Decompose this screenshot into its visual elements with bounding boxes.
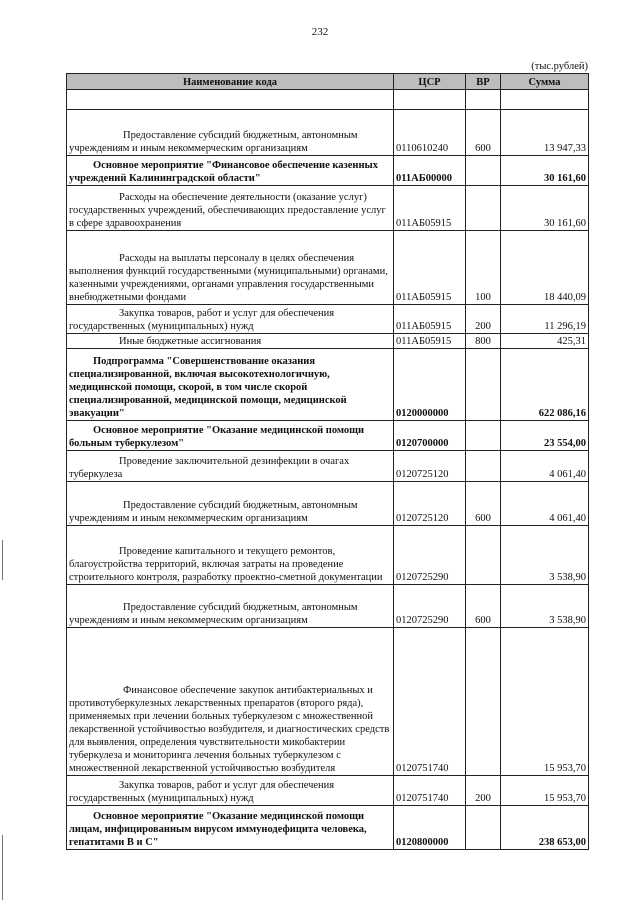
- table-row: [67, 305, 589, 334]
- row-vr: 200: [466, 776, 501, 806]
- table-row: [67, 585, 589, 628]
- row-sum: 30 161,60: [501, 156, 589, 186]
- row-vr: [466, 156, 501, 186]
- row-csr: 0120725120: [394, 451, 466, 482]
- row-csr: 0120700000: [394, 421, 466, 451]
- row-vr: [466, 186, 501, 231]
- table-row: [67, 90, 589, 110]
- table-row: [67, 231, 589, 305]
- table-row: [67, 482, 589, 526]
- row-sum: 23 554,00: [501, 421, 589, 451]
- row-vr: [466, 451, 501, 482]
- table-row: [67, 110, 589, 156]
- table-row: [67, 526, 589, 585]
- row-name: Предоставление субсидий бюджетным, автономным учреждениям и иным некоммерческим организациям: [67, 482, 394, 526]
- row-csr: 0120725290: [394, 526, 466, 585]
- row-name: [67, 90, 394, 110]
- row-sum: 622 086,16: [501, 349, 589, 421]
- row-name: Финансовое обеспечение закупок антибактериальных и противотуберкулезных лекарственных препаратов (второго ряда), применяемых при лечении больных туберкулезом с множественной лекарственной устойчивостью возбудителя, и диагностических средств для выявления, определения чувствительности микобактерии туберкулеза и мониторинга лечения больных туберкулезом с множественной лекарственной устойчивостью возбудителя: [67, 628, 394, 776]
- row-csr: 011АБ05915: [394, 231, 466, 305]
- header-csr: ЦСР: [394, 74, 466, 90]
- row-sum: 30 161,60: [501, 186, 589, 231]
- page-number: 232: [311, 26, 329, 38]
- row-csr: 0120751740: [394, 776, 466, 806]
- row-sum: 13 947,33: [501, 110, 589, 156]
- row-name: Иные бюджетные ассигнования: [67, 334, 394, 349]
- row-name: Основное мероприятие "Финансовое обеспечение казенных учреждений Калининградской области": [67, 156, 394, 186]
- row-vr: [466, 349, 501, 421]
- row-sum: 3 538,90: [501, 585, 589, 628]
- row-vr: 800: [466, 334, 501, 349]
- row-sum: 15 953,70: [501, 628, 589, 776]
- row-csr: 0120751740: [394, 628, 466, 776]
- header-vr: ВР: [466, 74, 501, 90]
- row-csr: 011АБ00000: [394, 156, 466, 186]
- row-csr: 011АБ05915: [394, 305, 466, 334]
- header-name: Наименование кода: [67, 74, 394, 90]
- row-vr: 600: [466, 482, 501, 526]
- table-row: [67, 156, 589, 186]
- row-vr: 600: [466, 585, 501, 628]
- row-sum: 425,31: [501, 334, 589, 349]
- row-name: Предоставление субсидий бюджетным, автономным учреждениям и иным некоммерческим организациям: [67, 110, 394, 156]
- row-csr: 011АБ05915: [394, 186, 466, 231]
- row-csr: 0120800000: [394, 806, 466, 850]
- table-row: [67, 776, 589, 806]
- row-sum: [501, 90, 589, 110]
- scan-margin-mark: [2, 835, 3, 900]
- row-vr: [466, 806, 501, 850]
- row-name: Закупка товаров, работ и услуг для обеспечения государственных (муниципальных) нужд: [67, 305, 394, 334]
- row-vr: 200: [466, 305, 501, 334]
- row-name: Подпрограмма "Совершенствование оказания специализированной, включая высокотехнологичную, медицинской помощи, скорой, в том числе скорой специализированной, медицинской помощи, медицинской эвакуации": [67, 349, 394, 421]
- header-sum: Сумма: [501, 74, 589, 90]
- table-row: [67, 186, 589, 231]
- row-csr: [394, 90, 466, 110]
- row-csr: 011АБ05915: [394, 334, 466, 349]
- row-vr: [466, 90, 501, 110]
- row-sum: 18 440,09: [501, 231, 589, 305]
- table-row: [67, 806, 589, 850]
- row-name: Расходы на выплаты персоналу в целях обеспечения выполнения функций государственными (муниципальными) органами, казенными учреждениями, органами управления государственными внебюджетными фондами: [67, 231, 394, 305]
- row-csr: 0120725290: [394, 585, 466, 628]
- row-sum: 4 061,40: [501, 482, 589, 526]
- row-sum: 4 061,40: [501, 451, 589, 482]
- table-row: [67, 421, 589, 451]
- scan-margin-mark: [2, 540, 3, 580]
- units-label: (тыс.рублей): [531, 61, 588, 72]
- table-row: [67, 334, 589, 349]
- row-csr: 0120000000: [394, 349, 466, 421]
- row-sum: 15 953,70: [501, 776, 589, 806]
- row-name: Предоставление субсидий бюджетным, автономным учреждениям и иным некоммерческим организациям: [67, 585, 394, 628]
- row-vr: [466, 526, 501, 585]
- row-name: Проведение заключительной дезинфекции в очагах туберкулеза: [67, 451, 394, 482]
- row-name: Проведение капитального и текущего ремонтов, благоустройства территорий, включая затраты на проведение строительного контроля, разработку проектно-сметной документации: [67, 526, 394, 585]
- row-sum: 238 653,00: [501, 806, 589, 850]
- table-header-row: [67, 74, 589, 90]
- row-csr: 0110610240: [394, 110, 466, 156]
- row-name: Закупка товаров, работ и услуг для обеспечения государственных (муниципальных) нужд: [67, 776, 394, 806]
- row-sum: 11 296,19: [501, 305, 589, 334]
- table-row: [67, 451, 589, 482]
- row-vr: 100: [466, 231, 501, 305]
- row-sum: 3 538,90: [501, 526, 589, 585]
- row-name: Основное мероприятие "Оказание медицинской помощи больным туберкулезом": [67, 421, 394, 451]
- budget-table: [66, 73, 589, 850]
- table-row: [67, 349, 589, 421]
- table-row: [67, 628, 589, 776]
- row-vr: [466, 628, 501, 776]
- row-csr: 0120725120: [394, 482, 466, 526]
- row-vr: 600: [466, 110, 501, 156]
- row-name: Основное мероприятие "Оказание медицинской помощи лицам, инфицированным вирусом иммунодефицита человека, гепатитами В и С": [67, 806, 394, 850]
- row-vr: [466, 421, 501, 451]
- row-name: Расходы на обеспечение деятельности (оказание услуг) государственных учреждений, обеспечивающих предоставление услуг в сфере здравоохранения: [67, 186, 394, 231]
